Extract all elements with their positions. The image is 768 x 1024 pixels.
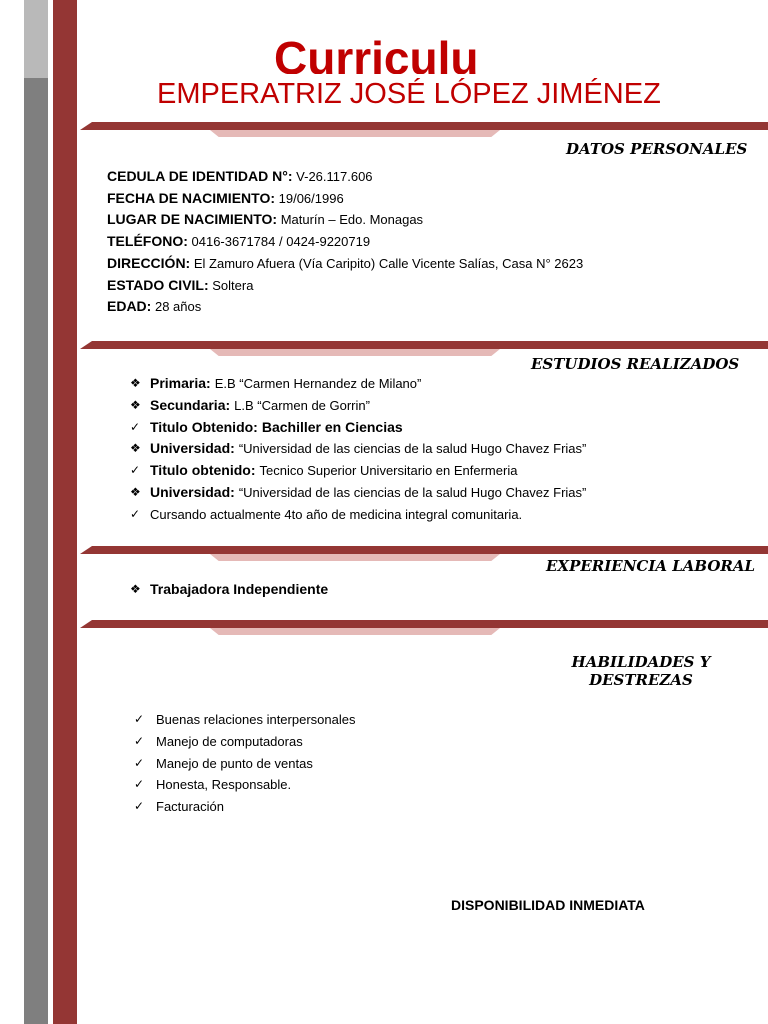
check-icon: ✓: [134, 712, 145, 726]
check-icon: ✓: [134, 733, 145, 748]
section-title-personal: DATOS PERSONALES: [566, 140, 748, 158]
list-item: ❖ Primaria: E.B “Carmen Hernandez de Milano”: [130, 373, 586, 395]
section-title-studies: ESTUDIOS REALIZADOS: [531, 355, 740, 373]
list-item: ❖ Universidad: “Universidad de las ciencias de la salud Hugo Chavez Frias”: [130, 482, 586, 504]
list-item: ❖ Universidad: “Universidad de las ciencias de la salud Hugo Chavez Frias”: [130, 438, 586, 460]
experience-list: [130, 579, 332, 600]
availability-note: DISPONIBILIDAD INMEDIATA: [451, 897, 645, 913]
info-row: CEDULA DE IDENTIDAD N°: V-26.117.606: [107, 168, 373, 184]
check-icon: ✓: [130, 463, 141, 478]
left-red-stripe: [53, 0, 77, 1024]
info-row: DIRECCIÓN: El Zamuro Afuera (Vía Caripito) Calle Vicente Salías, Casa N° 2623: [107, 254, 584, 271]
diamond-bullet-icon: ❖: [130, 397, 141, 412]
list-item: ✓ Titulo Obtenido: Bachiller en Ciencias: [130, 417, 586, 439]
studies-list: [130, 373, 586, 526]
info-row: FECHA DE NACIMIENTO: 19/06/1996: [107, 189, 344, 206]
list-item: ✓ Cursando actualmente 4to año de medicina integral comunitaria.: [130, 504, 586, 526]
section-title-experience: EXPERIENCIA LABORAL: [546, 557, 756, 575]
diamond-bullet-icon: ❖: [130, 582, 141, 596]
list-item: ❖ Secundaria: L.B “Carmen de Gorrin”: [130, 395, 586, 417]
list-item: ✓ Manejo de computadoras: [134, 731, 355, 753]
personal-info-block: [107, 166, 583, 318]
candidate-name: EMPERATRIZ JOSÉ LÓPEZ JIMÉNEZ: [157, 78, 661, 110]
skills-list: [134, 709, 355, 818]
check-icon: ✓: [134, 777, 145, 792]
check-icon: ✓: [134, 799, 145, 814]
list-item: ✓ Facturación: [134, 796, 355, 818]
document-title: Curriculu: [274, 32, 479, 74]
section-title-skills: HABILIDADES Y DESTREZAS: [571, 653, 711, 689]
info-row: LUGAR DE NACIMIENTO: Maturín – Edo. Monagas: [107, 211, 424, 228]
list-item: ✓ Buenas relaciones interpersonales: [134, 709, 355, 731]
info-row: EDAD: 28 años: [107, 298, 202, 315]
info-row: ESTADO CIVIL: Soltera: [107, 276, 254, 293]
list-item: ✓ Titulo obtenido: Tecnico Superior Universitario en Enfermeria: [130, 460, 586, 482]
left-gray-stripe-top: [24, 0, 48, 78]
check-icon: ✓: [130, 506, 141, 521]
check-icon: ✓: [134, 755, 145, 770]
list-item: ❖ Trabajadora Independiente: [130, 579, 332, 600]
left-gray-stripe: [24, 0, 48, 1024]
list-item: ✓ Honesta, Responsable.: [134, 774, 355, 796]
section-divider: [80, 620, 768, 646]
info-row: TELÉFONO: 0416-3671784 / 0424-9220719: [107, 233, 371, 250]
diamond-bullet-icon: ❖: [130, 441, 141, 456]
list-item: ✓ Manejo de punto de ventas: [134, 753, 355, 775]
diamond-bullet-icon: ❖: [130, 376, 141, 390]
check-icon: ✓: [130, 419, 141, 434]
diamond-bullet-icon: ❖: [130, 484, 141, 499]
